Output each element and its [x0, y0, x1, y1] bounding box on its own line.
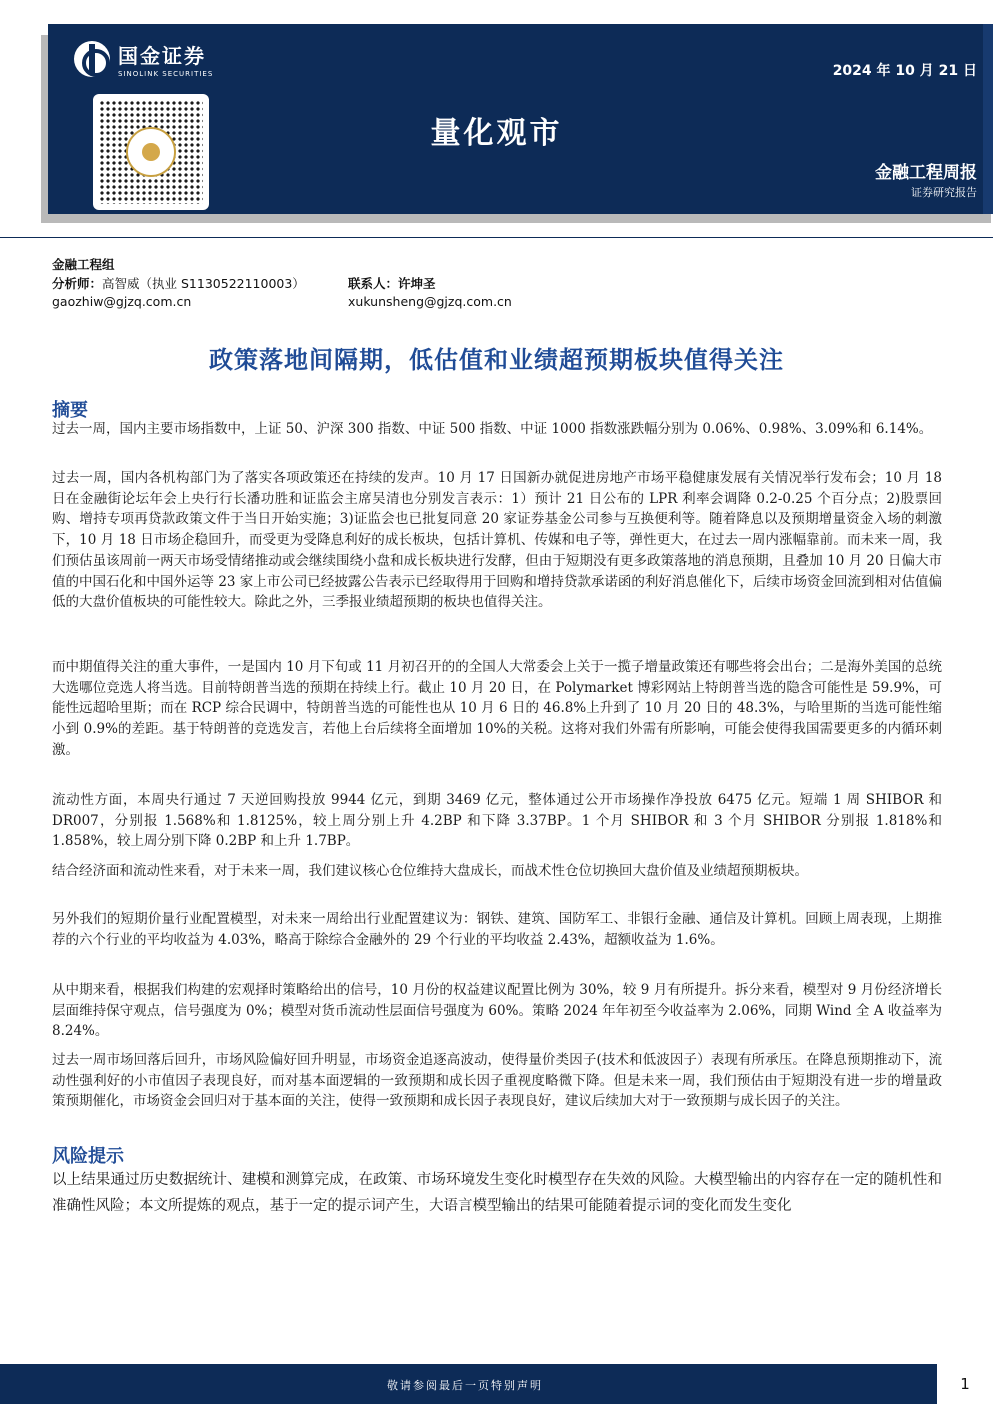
- summary-paragraph-2: 过去一周，国内各机构部门为了落实各项政策还在持续的发声。10 月 17 日国新办就促进房地产市场平稳健康发展有关情况举行发布会；10 月 18 日在金融街论坛年会上央行行长潘功胜和证监会主席吴清也分别发言表示：1）预计 21 日公布的 LPR 利率会调降 0.2-0.25 个百分点；2)股票回购、增持专项再贷款政策文件于当日开始实施；3)证监会也已批复同意 20 家证券基金公司参与互换便利等。随着降息以及预期增量资金入场的刺激下，10 月 18 日市场企稳回升，而受更为受降息利好的成长板块，包括计算机、传媒和电子等，弹性更大，在过去一周内涨幅靠前。而未来一周，我们预估虽该周前一两天市场受情绪推动或会继续围绕小盘和成长板块进行发酵，但由于短期没有更多政策落地的消息预期，且叠加 10 月 20 日偏大市值的中国石化和中国外运等 23 家上市公司已经披露公告表示已经取得用于回购和增持贷款承诺函的利好消息催化下，后续市场资金回流到相对估值偏低的大盘价值板块的可能性较大。除此之外，三季报业绩超预期的板块也值得关注。: [52, 470, 942, 611]
- report-headline: 政策落地间隔期，低估值和业绩超预期板块值得关注: [209, 346, 784, 374]
- team-name: 金融工程组: [52, 257, 115, 272]
- report-subtype: 证券研究报告: [911, 186, 977, 199]
- summary-paragraph-7: 从中期来看，根据我们构建的宏观择时策略给出的信号，10 月份的权益建议配置比例为 30%，较 9 月有所提升。拆分来看，模型对 9 月份经济增长层面维持保守观点，信号强度为 0%；模型对货币流动性层面信号强度为 60%。策略 2024 年年初至今收益率为 2.06%，同期 Wind 全 A 收益率为 8.24%。: [52, 982, 942, 1040]
- summary-heading: 摘要: [52, 400, 88, 421]
- page-number: 1: [937, 1364, 993, 1404]
- report-type: 金融工程周报: [875, 163, 977, 183]
- summary-paragraph-1: 过去一周，国内主要市场指数中，上证 50、沪深 300 指数、中证 500 指数、中证 1000 指数涨跌幅分别为 0.06%、0.98%、3.09%和 6.14%。: [52, 421, 933, 437]
- summary-paragraph-5: 结合经济面和流动性来看，对于未来一周，我们建议核心仓位维持大盘成长，而战术性仓位切换回大盘价值及业绩超预期板块。: [52, 863, 808, 879]
- contact-person: 联系人：许坤圣: [348, 276, 436, 291]
- analyst-line: [52, 274, 305, 292]
- analyst-label: 分析师：: [52, 276, 103, 291]
- header-divider: [0, 237, 993, 238]
- report-title: 量化观市: [430, 116, 563, 151]
- page-footer: [0, 1364, 993, 1404]
- brand-name-en: SINOLINK SECURITIES: [118, 70, 214, 78]
- sinolink-logo-icon: [74, 41, 110, 77]
- risk-heading: 风险提示: [52, 1146, 124, 1167]
- summary-paragraph-3: 而中期值得关注的重大事件，一是国内 10 月下旬或 11 月初召开的的全国人大常委会上关于一揽子增量政策还有哪些将会出台；二是海外美国的总统大选哪位竞选人将当选。目前特朗普当选的预期在持续上行。截止 10 月 20 日，在 Polymarket 博彩网站上特朗普当选的隐含可能性是 59.9%，可能性远超哈里斯；而在 RCP 综合民调中，特朗普当选的可能性也从 10 月 6 日的 46.8%上升到了 10 月 20 日的 48.3%，与哈里斯的当选可能性缩小到 0.9%的差距。基于特朗普的竞选发言，若他上台后续将全面增加 10%的关税。这将对我们外需有所影响，可能会使得我国需要更多的内循环刺激。: [52, 659, 942, 758]
- brand-wordmark: [118, 40, 213, 78]
- disclaimer-note: 敬请参阅最后一页特别声明: [387, 1379, 543, 1392]
- summary-paragraph-6: 另外我们的短期价量行业配置模型，对未来一周给出行业配置建议为：钢铁、建筑、国防军工、非银行金融、通信及计算机。回顾上周表现，上期推荐的六个行业的平均收益为 4.03%，略高于除综合金融外的 29 个行业的平均收益 2.43%，超额收益为 1.6%。: [52, 911, 942, 948]
- analyst-name: 高智威（执业 S1130522110003）: [102, 276, 305, 291]
- summary-paragraph-8: 过去一周市场回落后回升，市场风险偏好回升明显，市场资金追逐高波动，使得量价类因子(技术和低波因子）表现有所承压。在降息预期推动下，流动性强利好的小市值因子表现良好，而对基本面逻辑的一致预期和成长因子重视度略微下降。但是未来一周，我们预估由于短期没有进一步的增量政策预期催化，市场资金会回归对于基本面的关注，使得一致预期和成长因子表现良好，建议后续加大对于一致预期与成长因子的关注。: [52, 1052, 942, 1110]
- report-date: 2024 年 10 月 21 日: [832, 63, 977, 79]
- brand-name-cn: 国金证券: [118, 44, 206, 68]
- brand-logo: [74, 40, 213, 78]
- risk-paragraph: 以上结果通过历史数据统计、建模和测算完成，在政策、市场环境发生变化时模型存在失效的风险。大模型输出的内容存在一定的随机性和准确性风险；本文所提炼的观点，基于一定的提示词产生，大语言模型输出的结果可能随着提示词的变化而发生变化: [52, 1172, 942, 1214]
- analyst-email[interactable]: gaozhiw@gjzq.com.cn: [52, 294, 192, 309]
- contact-email[interactable]: xukunsheng@gjzq.com.cn: [348, 294, 512, 309]
- summary-paragraph-4: 流动性方面，本周央行通过 7 天逆回购投放 9944 亿元，到期 3469 亿元，整体通过公开市场操作净投放 6475 亿元。短端 1 周 SHIBOR 和 DR007，分别报 1.568%和 1.8125%，较上周分别上升 4.2BP 和下降 3.37BP。1 个月 SHIBOR 和 3 个月 SHIBOR 分别报 1.818%和 1.858%，较上周分别下降 0.2BP 和上升 1.7BP。: [52, 792, 942, 850]
